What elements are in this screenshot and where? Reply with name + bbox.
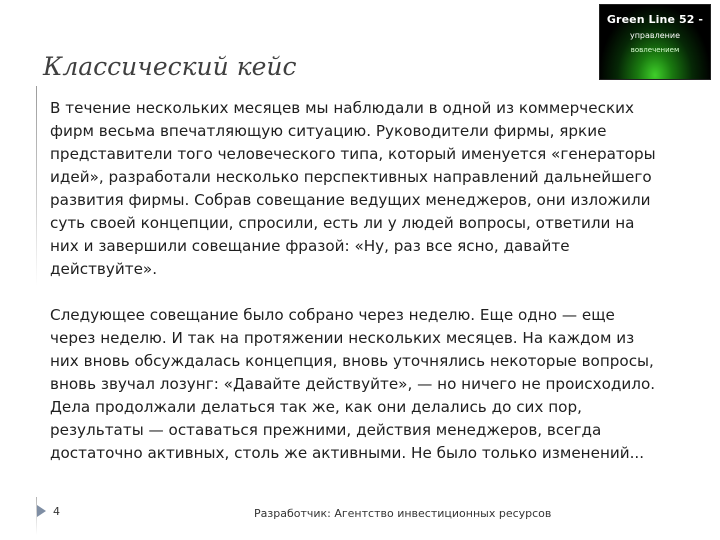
logo-subtitle: управление bbox=[629, 31, 681, 40]
left-accent-line bbox=[36, 86, 37, 286]
footer-author: Разработчик: Агентство инвестиционных ресурсов bbox=[254, 507, 552, 520]
green-line-logo bbox=[599, 4, 711, 80]
logo-tagline: вовлечением bbox=[630, 46, 680, 54]
paragraph-2: Следующее совещание было собрано через неделю. Еще одно — еще через неделю. И так на протяжении нескольких месяцев. На каждом из них вновь обсуждалась концепция, вновь уточнялись некоторые вопросы, вновь звучал лозунг: «Давайте действуйте», — но ничего не происходило. Дела продолжали делаться так же, как они делались до сих пор, результаты — оставаться прежними, действия менеджеров, всегда достаточно активных, столь же активными. Не было только изменений... bbox=[50, 306, 656, 462]
page-number: 4 bbox=[53, 505, 60, 518]
paragraph-1: В течение нескольких месяцев мы наблюдали в одной из коммерческих фирм весьма впечатляющую ситуацию. Руководители фирмы, яркие представители того человеческого типа, который именуется «генераторы идей», разработали несколько перспективных направлений дальнейшего развития фирмы. Собрав совещание ведущих менеджеров, они изложили суть своей концепции, спросили, есть ли у людей вопросы, ответили на них и завершили совещание фразой: «Ну, раз все ясно, давайте действуйте». bbox=[50, 99, 656, 278]
slide-body bbox=[50, 97, 700, 465]
logo-title: Green Line 52 - bbox=[606, 13, 704, 26]
slide-title: Классический кейс bbox=[43, 52, 297, 81]
triangle-bullet-icon bbox=[37, 505, 46, 517]
